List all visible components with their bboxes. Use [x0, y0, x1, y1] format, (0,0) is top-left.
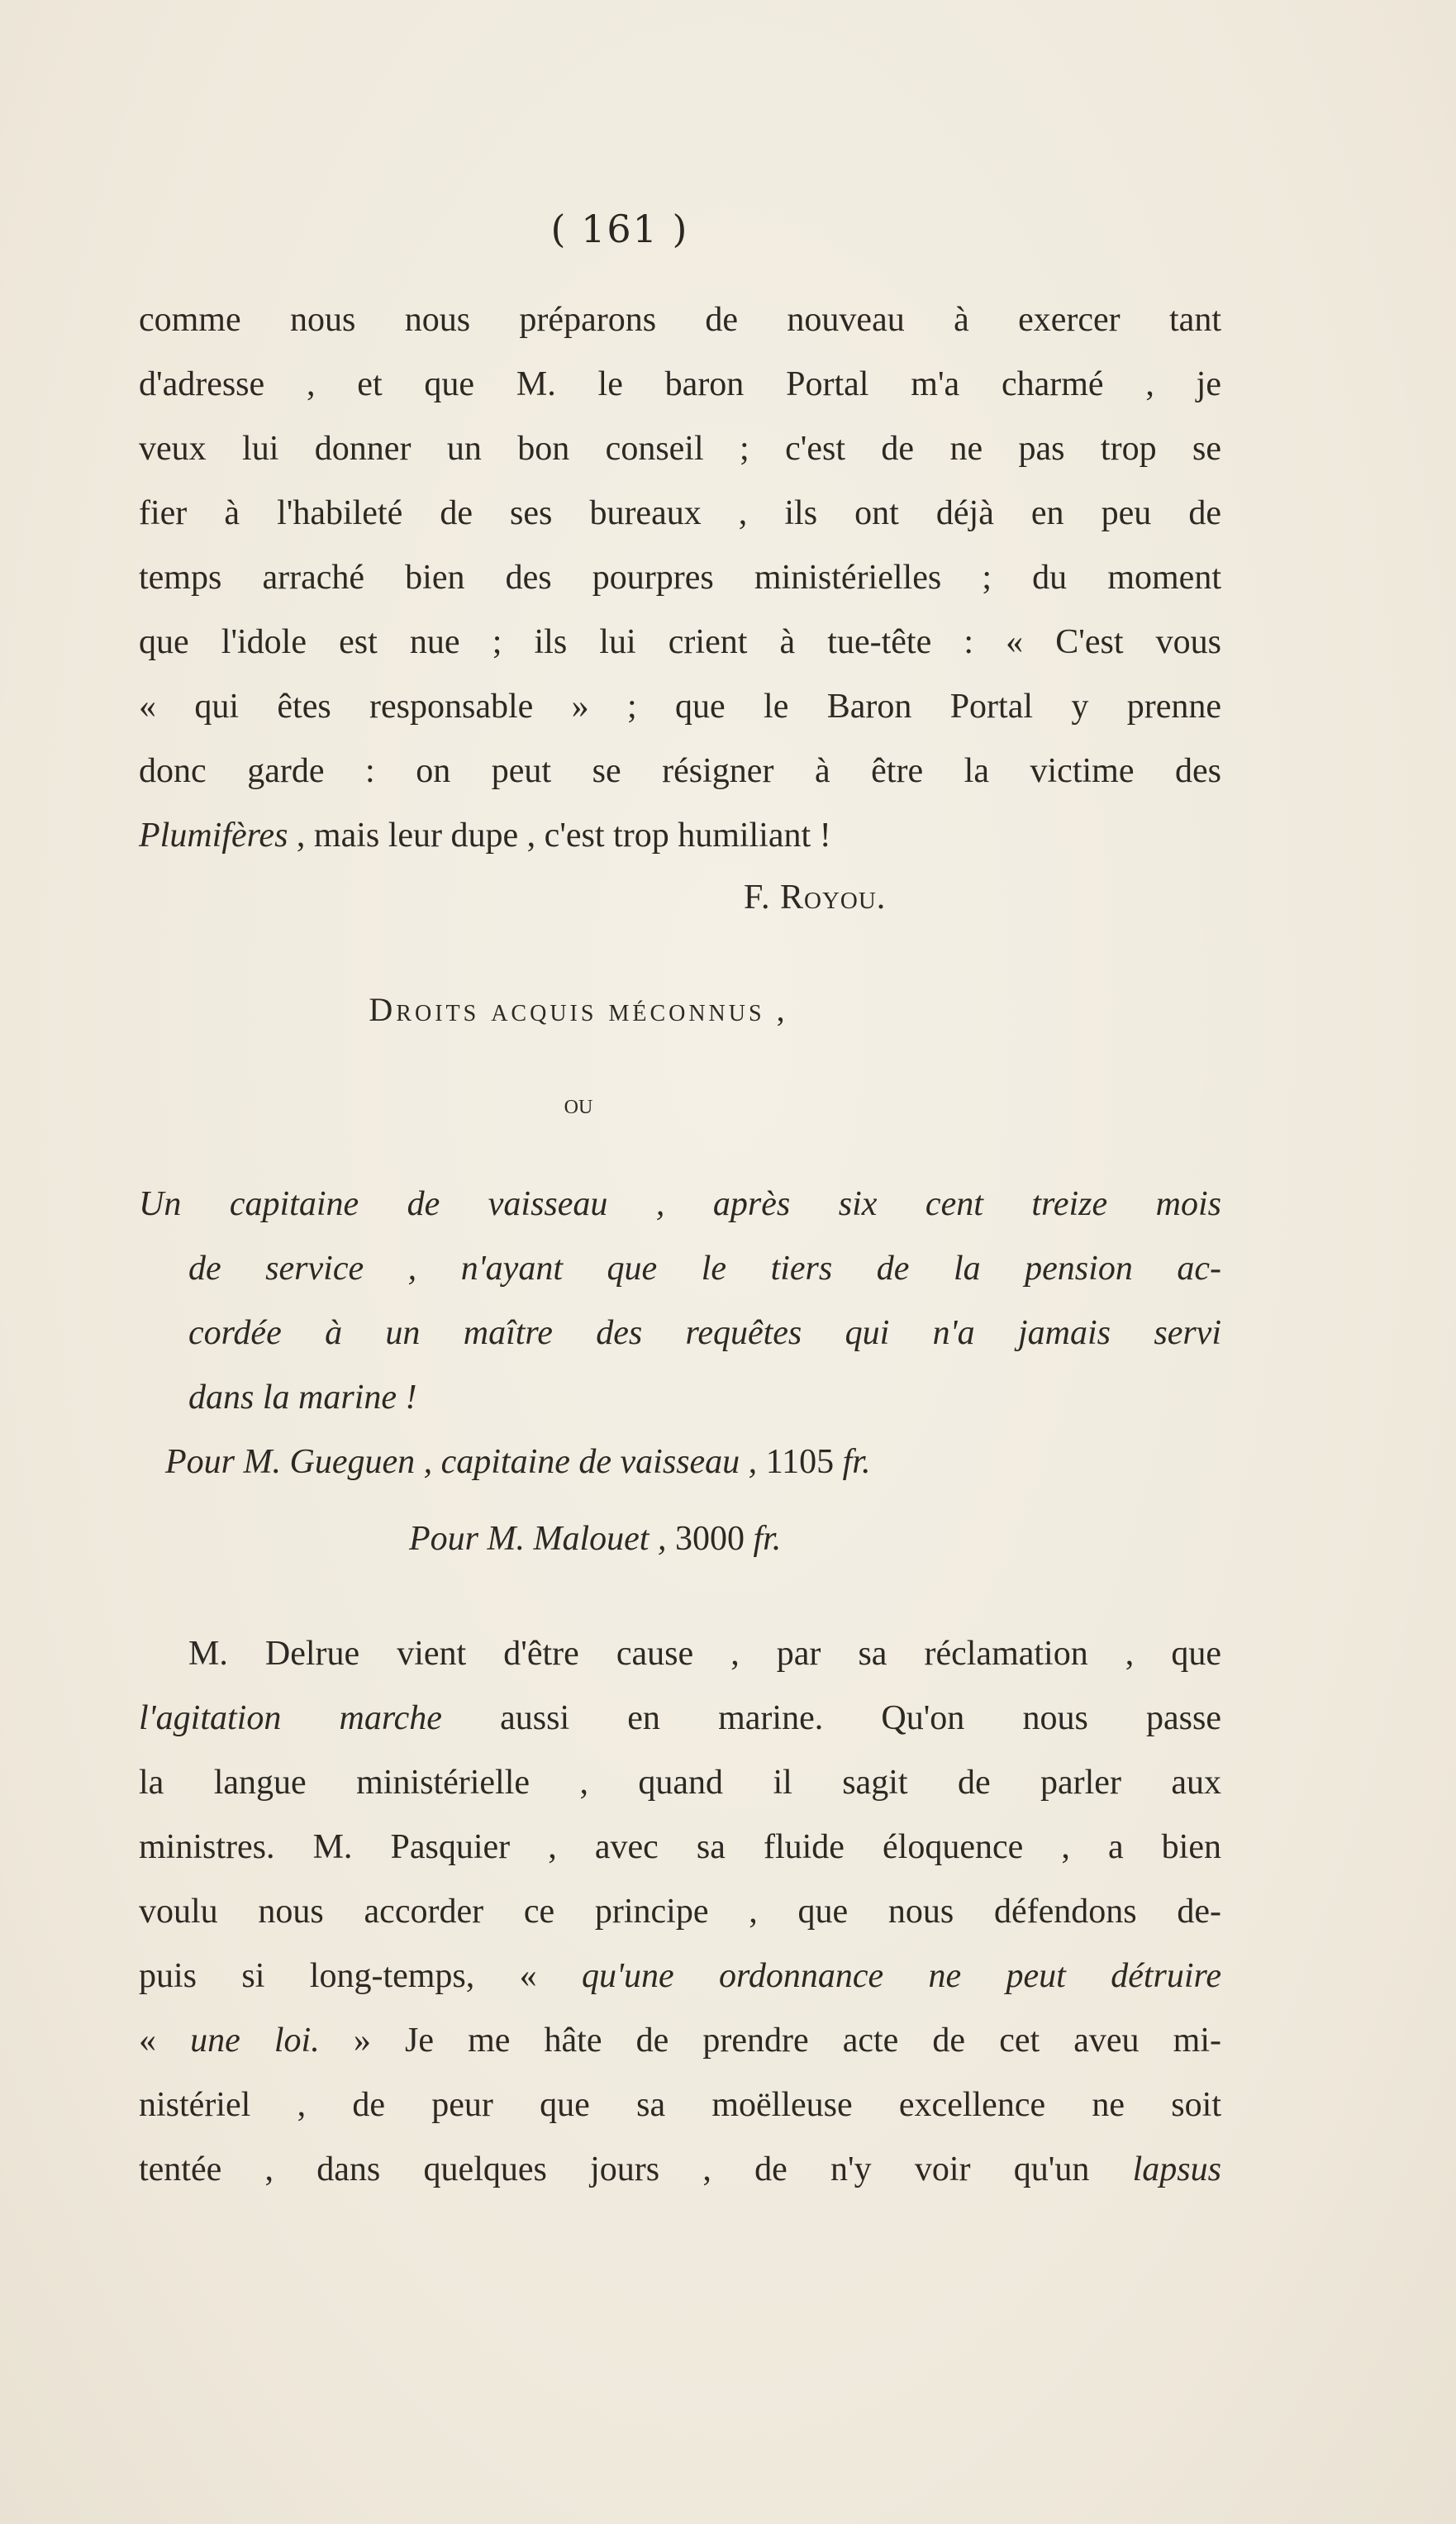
paragraph-2 — [139, 1622, 1221, 2202]
pension-unit: fr. — [753, 1520, 782, 1558]
text-fragment: la langue ministérielle , quand il sagit de parler aux — [139, 1764, 1221, 1802]
pension-unit: fr. — [842, 1443, 871, 1481]
subtitle-line: de service , n'ayant que le tiers de la pension ac- — [188, 1250, 1221, 1288]
subtitle-line: cordée à un maître des requêtes qui n'a jamais servi — [188, 1314, 1221, 1352]
text-line — [139, 1944, 1221, 2008]
pension-line-gueguen — [165, 1442, 871, 1482]
text-fragment: aussi en marine. Qu'on nous passe — [441, 1699, 1221, 1737]
pension-amount: 3000 — [674, 1520, 745, 1558]
text-line — [139, 2137, 1221, 2202]
text-line — [139, 1686, 1221, 1750]
pension-label: Pour M. Gueguen , capitaine de vaisseau , — [165, 1443, 758, 1481]
text-line — [139, 1815, 1221, 1879]
italic-fragment: l'agitation marche — [139, 1699, 442, 1737]
section-subtitle — [139, 1172, 1221, 1430]
paragraph-1 — [139, 288, 1221, 868]
text-fragment: M. Delrue vient d'être cause , par sa réclamation , que — [188, 1635, 1221, 1673]
text-line — [139, 1750, 1221, 1815]
text-line: comme nous nous préparons de nouveau à exercer tant — [139, 301, 1221, 339]
italic-word: Plumifères — [139, 817, 288, 855]
italic-fragment: une loi. — [190, 2022, 320, 2060]
subtitle-line: Un capitaine de vaisseau , après six cent treize mois — [139, 1185, 1221, 1223]
pension-amount: 1105 — [765, 1443, 835, 1481]
text-line: donc garde : on peut se résigner à être la victime des — [139, 752, 1221, 790]
text-line — [139, 2008, 1221, 2073]
heading-or: ou — [564, 1089, 593, 1120]
text-line — [139, 1879, 1221, 1944]
text-line: fier à l'habileté de ses bureaux , ils ont déjà en peu de — [139, 494, 1221, 532]
text-line: d'adresse , et que M. le baron Portal m'a charmé , je — [139, 365, 1221, 403]
text-line: « qui êtes responsable » ; que le Baron Portal y prenne — [139, 688, 1221, 726]
text-line: temps arraché bien des pourpres ministérielles ; du moment — [139, 559, 1221, 597]
text-fragment: puis si long-temps, « — [139, 1957, 583, 1995]
text-fragment: , mais leur dupe , c'est trop humiliant ! — [288, 817, 831, 855]
page-number: ( 161 ) — [550, 207, 689, 251]
subtitle-line: dans la marine ! — [188, 1379, 417, 1417]
italic-fragment: qu'une ordonnance ne peut détruire — [582, 1957, 1221, 1995]
pension-line-malouet — [409, 1519, 781, 1559]
text-fragment: « — [139, 2022, 191, 2060]
text-fragment: ministres. M. Pasquier , avec sa fluide éloquence , a bien — [139, 1828, 1221, 1866]
text-line — [139, 2073, 1221, 2137]
text-fragment: voulu nous accorder ce principe , que nous défendons de- — [139, 1893, 1221, 1931]
signature: F. Royou. — [744, 879, 887, 917]
text-line — [139, 1622, 1221, 1686]
text-fragment: nistériel , de peur que sa moëlleuse excellence ne soit — [139, 2086, 1221, 2124]
text-line: veux lui donner un bon conseil ; c'est de ne pas trop se — [139, 430, 1221, 468]
italic-fragment: lapsus — [1132, 2150, 1221, 2188]
text-fragment: » Je me hâte de prendre acte de cet aveu mi- — [319, 2022, 1221, 2060]
text-fragment: tentée , dans quelques jours , de n'y voir qu'un — [139, 2150, 1133, 2188]
text-line — [139, 803, 1221, 868]
section-heading: Droits acquis méconnus , — [369, 991, 788, 1028]
text-line: que l'idole est nue ; ils lui crient à tue-tête : « C'est vous — [139, 623, 1221, 661]
pension-label: Pour M. Malouet , — [409, 1520, 667, 1558]
